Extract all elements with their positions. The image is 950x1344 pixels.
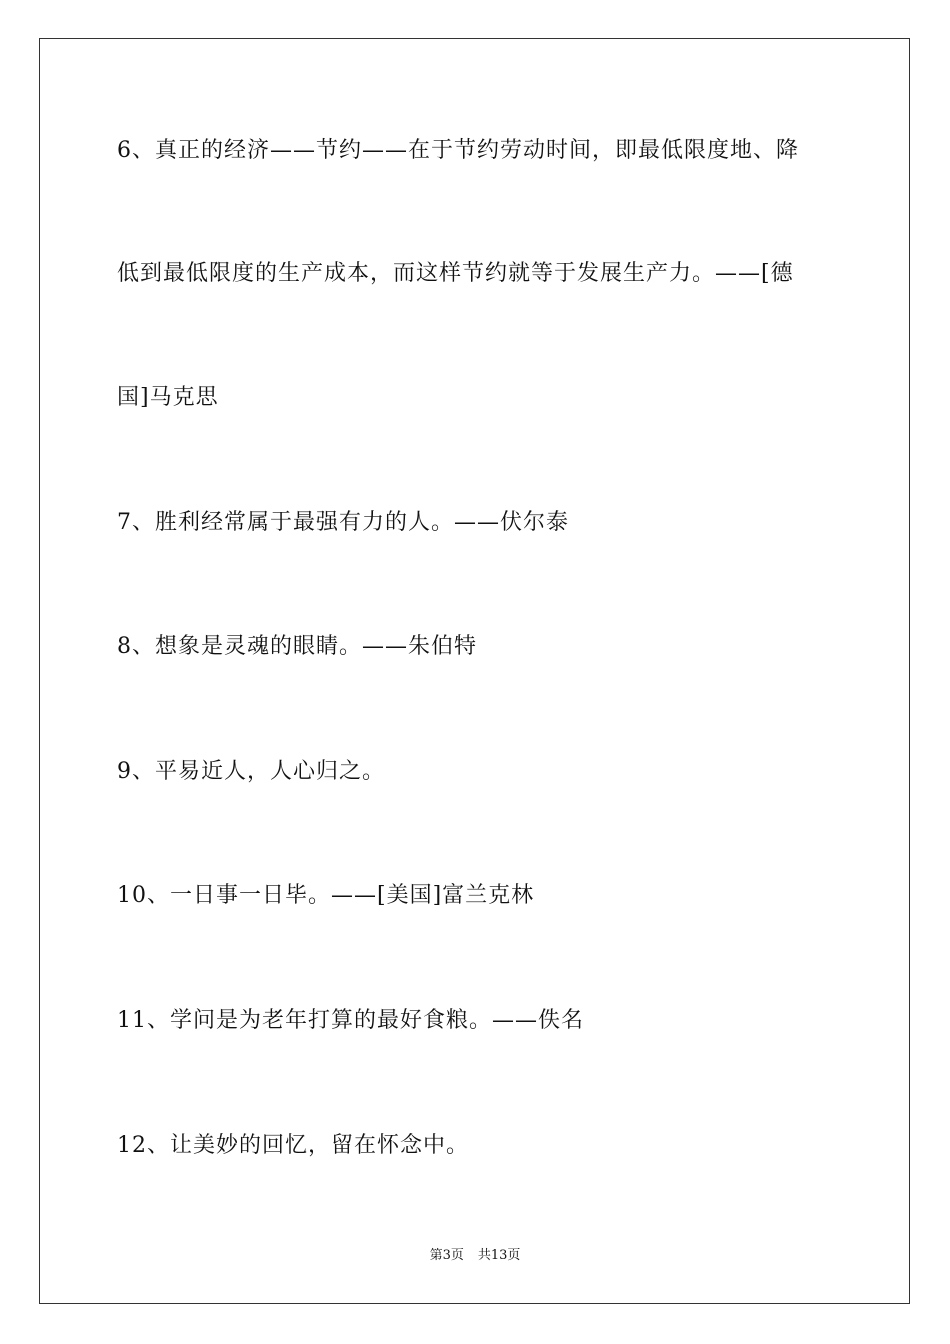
text-line-1: 6、真正的经济——节约——在于节约劳动时间，即最低限度地、降 bbox=[117, 138, 799, 163]
text-line-4: 7、胜利经常属于最强有力的人。——伏尔泰 bbox=[117, 510, 569, 535]
page-total: 共13页 bbox=[477, 1248, 521, 1263]
text-line-9: 12、让美妙的回忆，留在怀念中。 bbox=[117, 1133, 469, 1158]
text-line-8: 11、学问是为老年打算的最好食粮。——佚名 bbox=[117, 1008, 584, 1033]
page-number: 第3页 bbox=[429, 1248, 464, 1263]
text-line-7: 10、一日事一日毕。——[美国]富兰克林 bbox=[117, 883, 535, 908]
text-line-6: 9、平易近人，人心归之。 bbox=[117, 759, 385, 784]
page-footer bbox=[0, 1247, 950, 1265]
text-line-5: 8、想象是灵魂的眼睛。——朱伯特 bbox=[117, 634, 477, 659]
text-line-3: 国]马克思 bbox=[117, 385, 219, 410]
text-line-2: 低到最低限度的生产成本，而这样节约就等于发展生产力。——[德 bbox=[117, 261, 794, 286]
page-border bbox=[39, 38, 910, 1304]
